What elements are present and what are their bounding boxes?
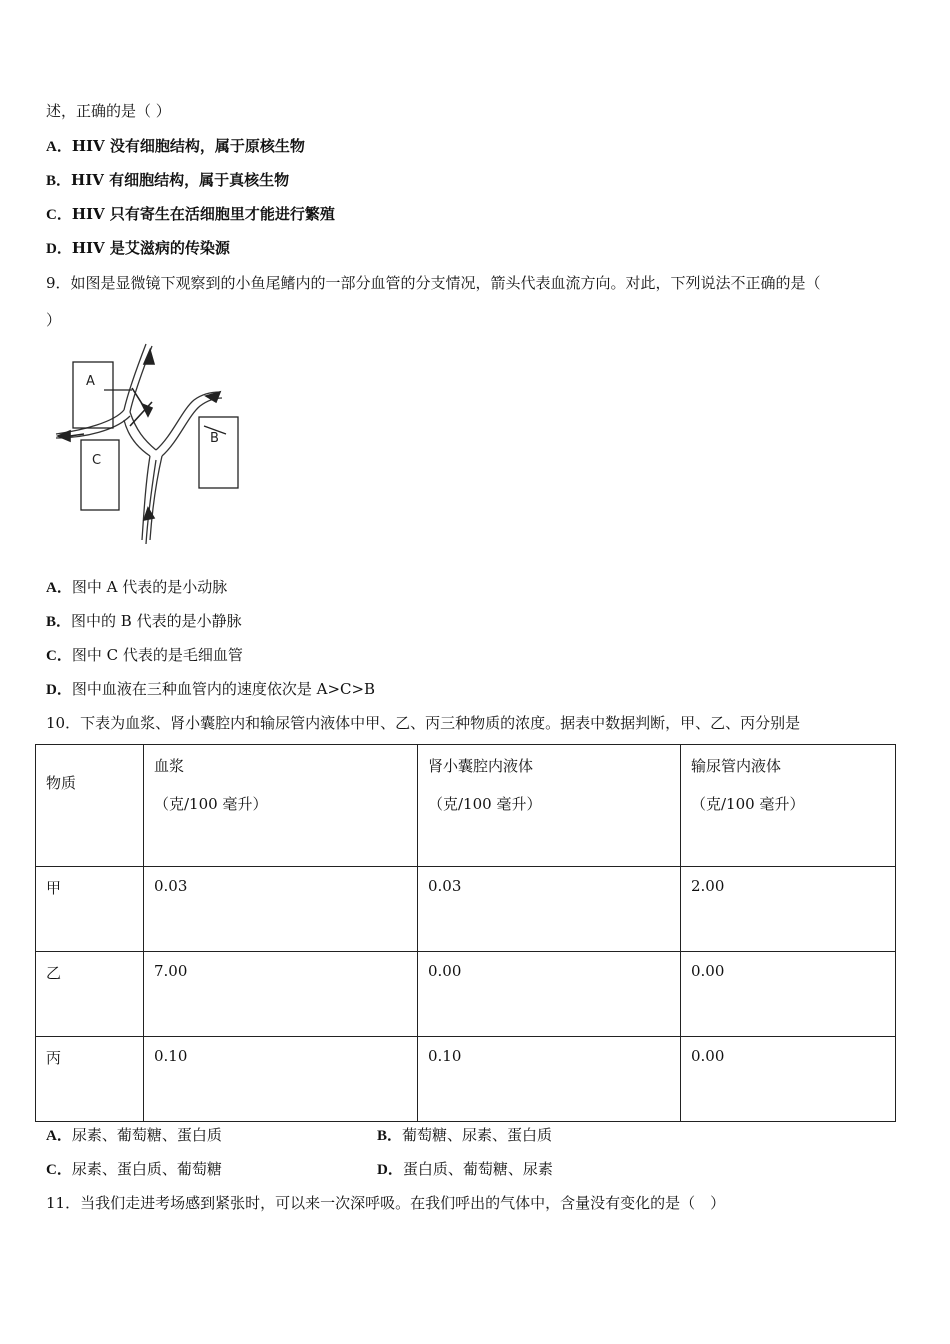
label-c: C <box>92 453 102 468</box>
table-cell: 0.10 <box>418 1037 681 1122</box>
table-cell: 0.00 <box>418 952 681 1037</box>
header-cell <box>418 745 681 867</box>
label-a: A <box>86 374 95 389</box>
header-title: 输尿管内液体 <box>691 757 782 775</box>
table-cell: 0.00 <box>681 952 896 1037</box>
option-letter: C． <box>46 648 72 664</box>
table-cell: 7.00 <box>144 952 418 1037</box>
table-row <box>36 867 896 952</box>
q9-option-d <box>46 679 375 700</box>
table-cell: 0.03 <box>144 867 418 952</box>
box-a <box>73 362 113 428</box>
table-cell: 丙 <box>36 1037 144 1122</box>
blood-vessel-figure <box>44 340 254 548</box>
option-text: 蛋白质、葡萄糖、尿素 <box>402 1160 553 1178</box>
option-text: 图中 C 代表的是毛细血管 <box>71 646 243 664</box>
table-cell: 0.00 <box>681 1037 896 1122</box>
q9-option-a <box>46 577 227 598</box>
option-letter: B． <box>377 1128 403 1144</box>
q10-stem: 10．下表为血浆、肾小囊腔内和输尿管内液体中甲、乙、丙三种物质的浓度。据表中数据判断，甲、乙、丙分别是 <box>46 714 801 732</box>
concentration-table <box>35 744 896 1122</box>
table-header-row <box>36 745 896 867</box>
table-cell: 0.03 <box>418 867 681 952</box>
q10-option-d <box>377 1159 553 1180</box>
q8-option-b <box>46 170 289 191</box>
option-letter: D． <box>46 682 72 698</box>
option-text: 图中的 B 代表的是小静脉 <box>71 612 242 630</box>
q10-option-c <box>46 1159 222 1180</box>
option-text: 图中 A 代表的是小动脉 <box>71 578 228 596</box>
q9-option-c <box>46 645 243 666</box>
option-text: 尿素、葡萄糖、蛋白质 <box>71 1126 222 1144</box>
q9-option-b <box>46 611 242 632</box>
option-letter: C． <box>46 1162 72 1178</box>
vessel-left-branch-top <box>56 410 124 434</box>
option-letter: A． <box>46 1128 72 1144</box>
vessel-a-wall-left <box>124 344 146 410</box>
vessel-down-left <box>142 456 150 540</box>
table-cell: 2.00 <box>681 867 896 952</box>
option-text: HIV 是艾滋病的传染源 <box>71 239 230 257</box>
arrow-center-icon <box>142 404 152 416</box>
option-text: 葡萄糖、尿素、蛋白质 <box>402 1126 553 1144</box>
table-cell: 甲 <box>36 867 144 952</box>
option-letter: D． <box>377 1162 403 1178</box>
option-text: HIV 只有寄生在活细胞里才能进行繁殖 <box>71 205 335 223</box>
table-cell: 0.10 <box>144 1037 418 1122</box>
q11-stem: 11．当我们走进考场感到紧张时，可以来一次深呼吸。在我们呼出的气体中，含量没有变化的是（ ） <box>46 1194 726 1212</box>
q9-stem-line1: 9．如图是显微镜下观察到的小鱼尾鳍内的一部分血管的分支情况，箭头代表血流方向。对此，下列说法不正确的是（ <box>46 274 821 292</box>
q9-stem-line2: ） <box>46 311 62 329</box>
vessel-center-inner <box>124 420 150 456</box>
table-row <box>36 1037 896 1122</box>
vessel-down-right <box>150 456 162 540</box>
box-b <box>199 417 238 488</box>
q8-option-d <box>46 238 230 259</box>
option-letter: A． <box>46 139 72 155</box>
q10-option-a <box>46 1125 222 1146</box>
vessel-right-bottom <box>162 398 222 456</box>
option-letter: B． <box>46 173 72 189</box>
header-cell <box>681 745 896 867</box>
q8-option-a <box>46 136 305 157</box>
header-title: 血浆 <box>154 757 185 775</box>
header-unit: （克/100 毫升） <box>154 795 268 813</box>
header-title: 物质 <box>46 774 77 792</box>
box-c <box>81 440 119 510</box>
label-b: B <box>210 431 219 446</box>
header-cell <box>36 745 144 867</box>
option-letter: C． <box>46 207 72 223</box>
header-cell <box>144 745 418 867</box>
header-title: 肾小囊腔内液体 <box>428 757 534 775</box>
option-letter: D． <box>46 241 72 257</box>
header-unit: （克/100 毫升） <box>691 795 805 813</box>
table-cell: 乙 <box>36 952 144 1037</box>
q8-option-c <box>46 204 335 225</box>
table-row <box>36 952 896 1037</box>
q8-stem-tail: 述，正确的是（ ） <box>46 102 171 120</box>
header-unit: （克/100 毫升） <box>428 795 542 813</box>
q10-option-b <box>377 1125 552 1146</box>
vessel-center-top <box>130 412 156 450</box>
option-text: HIV 有细胞结构，属于真核生物 <box>71 171 290 189</box>
option-text: HIV 没有细胞结构，属于原核生物 <box>71 137 305 155</box>
option-letter: B． <box>46 614 72 630</box>
arrow-top-icon <box>144 350 154 364</box>
option-letter: A． <box>46 580 72 596</box>
option-text: 图中血液在三种血管内的速度依次是 A>C>B <box>71 680 376 698</box>
option-text: 尿素、蛋白质、葡萄糖 <box>71 1160 222 1178</box>
